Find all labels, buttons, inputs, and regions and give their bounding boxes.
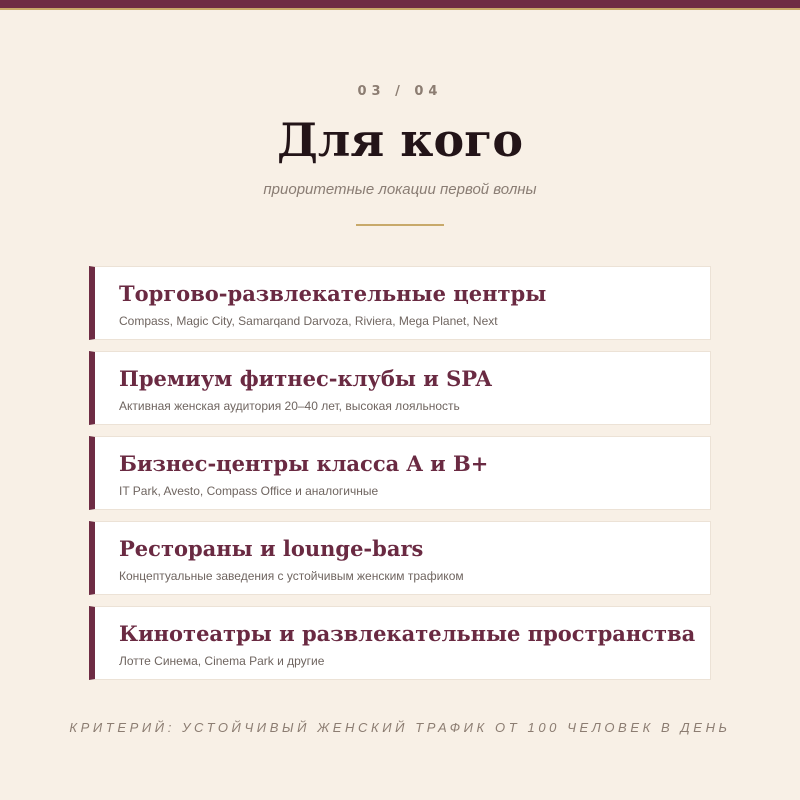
page-title: Для кого [276,113,524,167]
card-description: Активная женская аудитория 20–40 лет, высокая лояльность [119,399,460,413]
card-title: Премиум фитнес-клубы и SPA [119,366,492,391]
page-subtitle: приоритетные локации первой волны [263,181,537,198]
page-counter: 03 / 04 [357,84,443,99]
criterion-footer: КРИТЕРИЙ: УСТОЙЧИВЫЙ ЖЕНСКИЙ ТРАФИК ОТ 100 ЧЕЛОВЕК В ДЕНЬ [69,720,731,735]
top-accent-bar [0,0,800,10]
location-card-cinemas [89,606,711,680]
card-title: Бизнес-центры класса A и B+ [119,451,489,476]
card-description: IT Park, Avesto, Compass Office и аналогичные [119,484,379,498]
card-description: Compass, Magic City, Samarqand Darvoza, Riviera, Mega Planet, Next [119,314,498,328]
location-card-business-centers [89,436,711,510]
card-title: Кинотеатры и развлекательные пространства [119,621,696,646]
location-card-malls [89,266,711,340]
location-list [89,266,711,691]
title-divider [356,224,444,226]
card-title: Торгово-развлекательные центры [119,281,547,306]
card-title: Рестораны и lounge-bars [119,536,424,561]
card-description: Концептуальные заведения с устойчивым женским трафиком [119,569,464,583]
card-description: Лотте Синема, Cinema Park и другие [119,654,325,668]
location-card-restaurants [89,521,711,595]
location-card-fitness [89,351,711,425]
